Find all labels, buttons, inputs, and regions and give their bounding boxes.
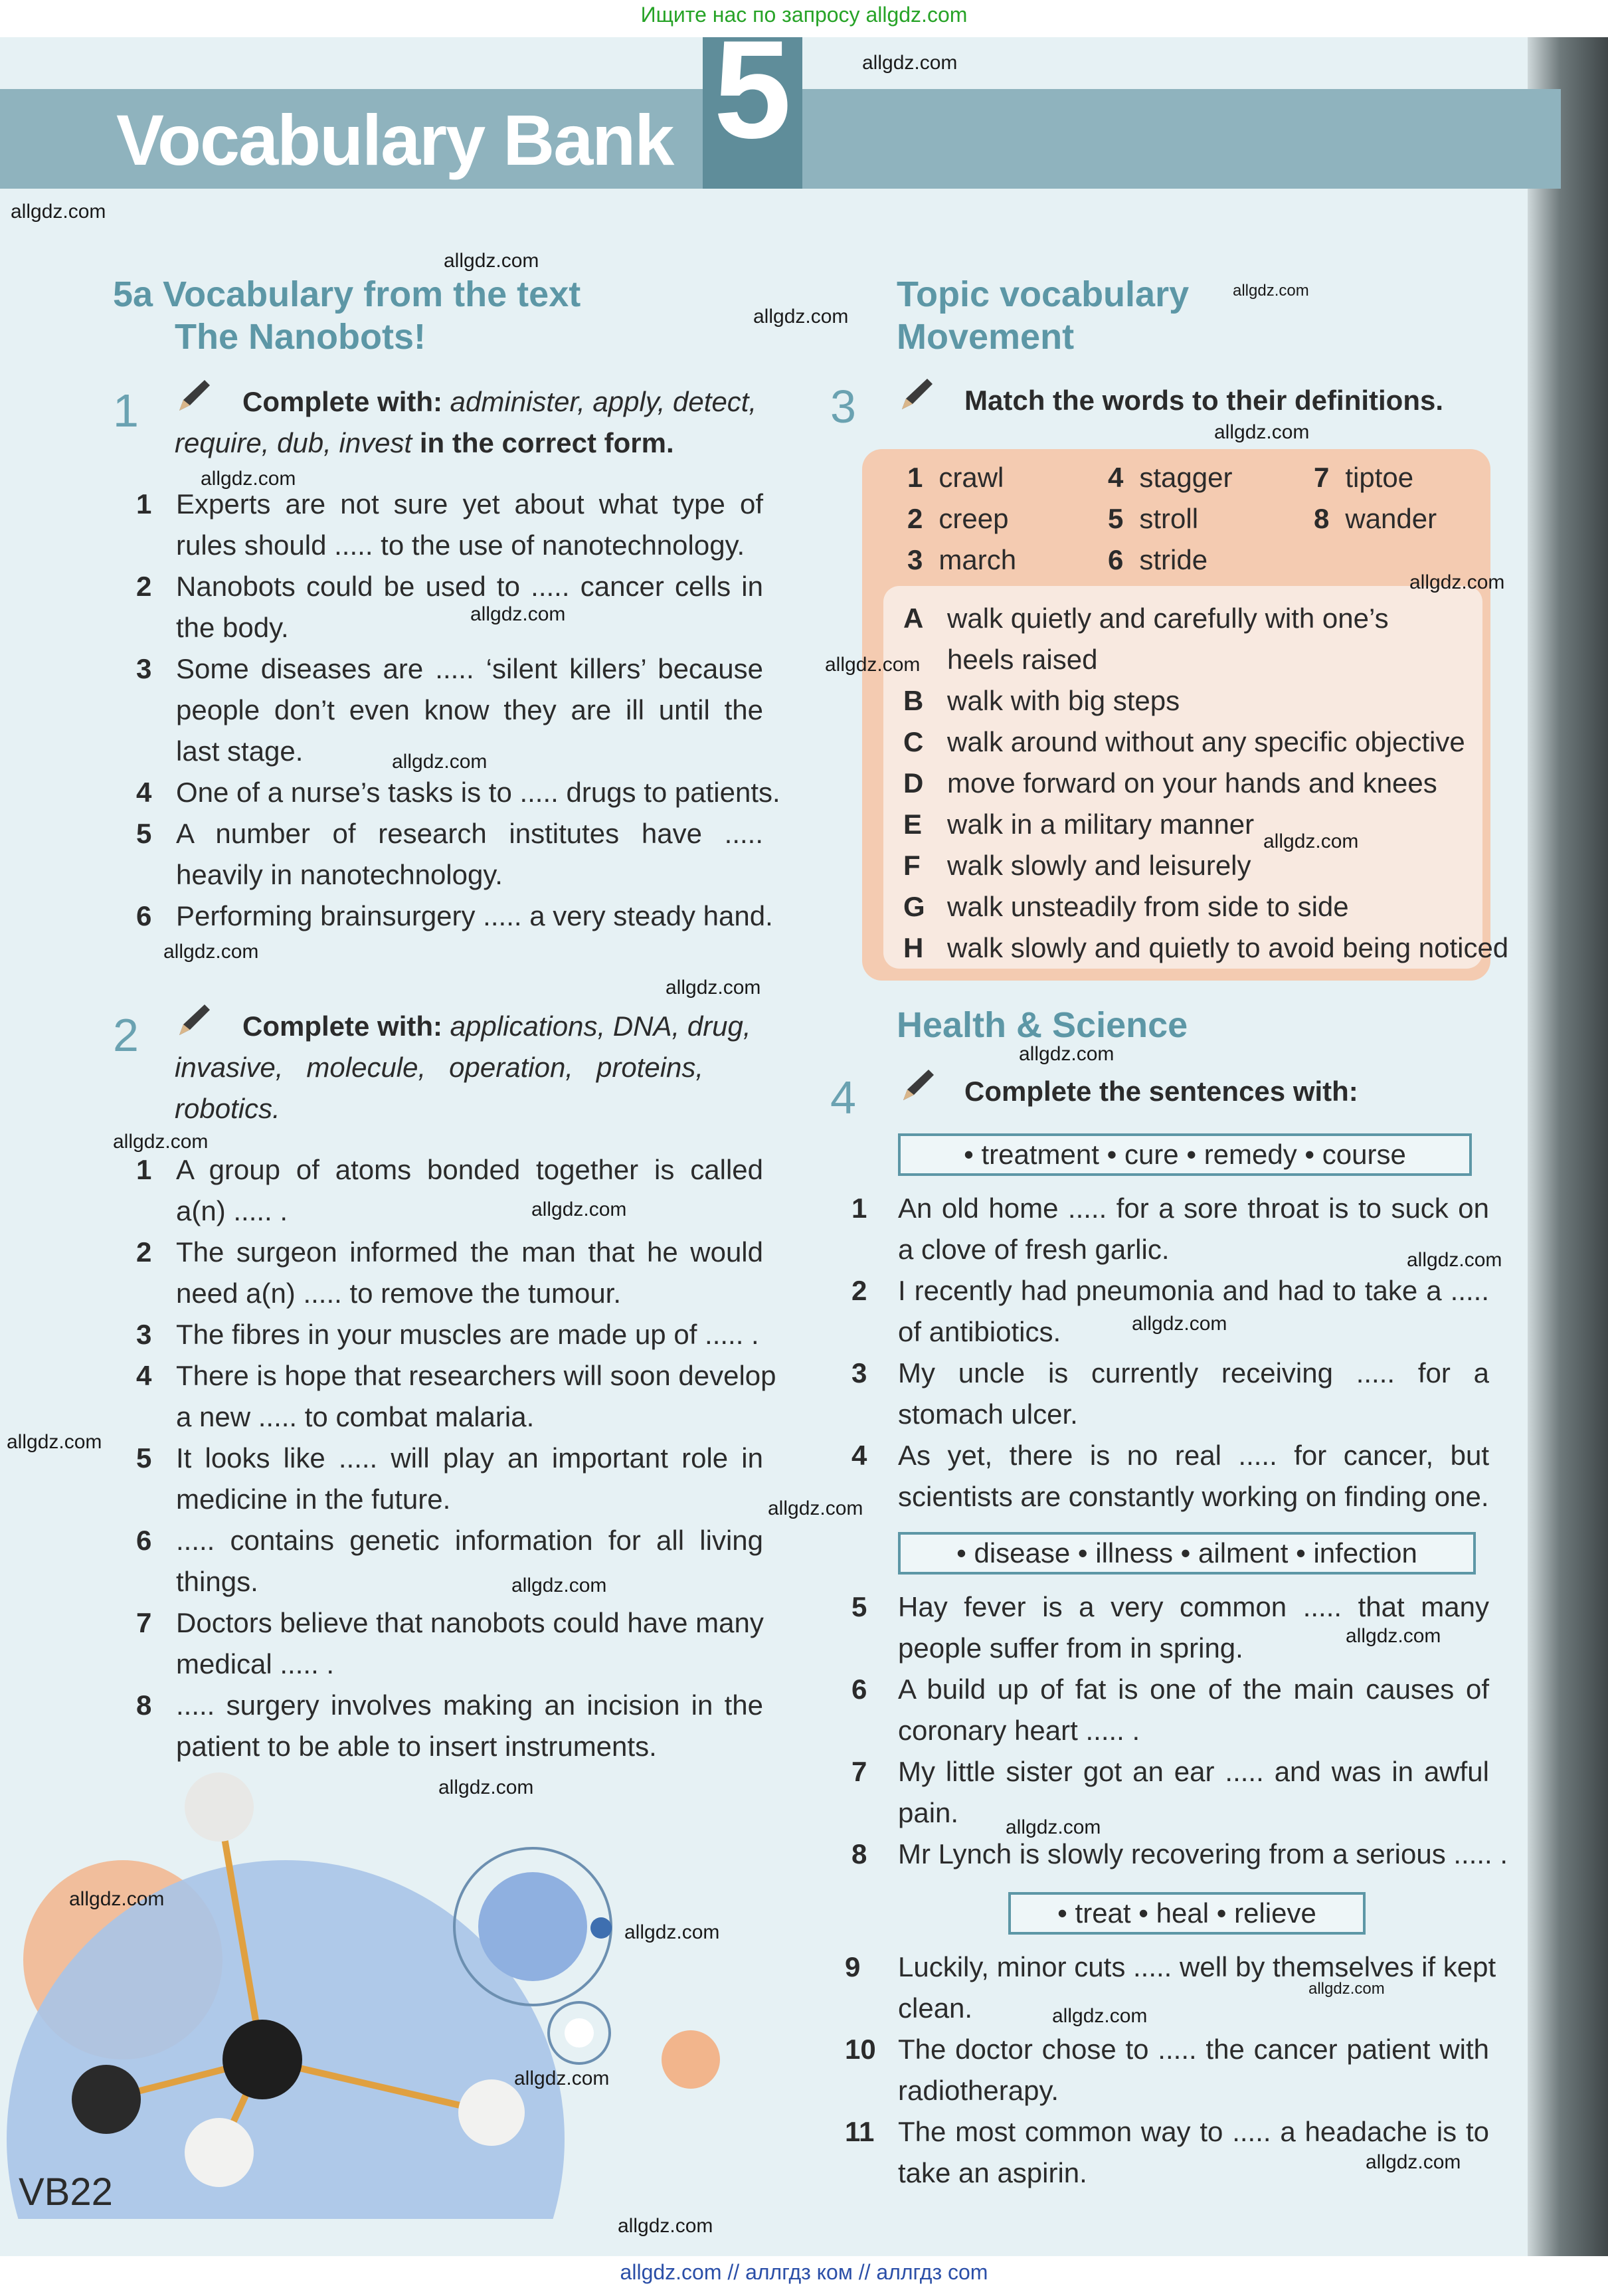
item-text-line: The most common way to ..... a headache is to (898, 2116, 1489, 2147)
watermark: allgdz.com (531, 1198, 627, 1220)
atom-ball (223, 2020, 302, 2099)
exercise-item (136, 1438, 763, 1520)
item-number: F (903, 850, 921, 881)
word-text: creep (938, 503, 1009, 534)
item-text-line: people suffer from in spring. (898, 1632, 1243, 1664)
pencil-icon (174, 1001, 214, 1040)
watermark: allgdz.com (1346, 1625, 1441, 1647)
instruction-words: applications, DNA, drug, (450, 1010, 751, 1042)
watermark: allgdz.com (753, 306, 849, 328)
item-text-line: I recently had pneumonia and had to take a ..... (898, 1275, 1489, 1306)
topic-vocabulary-title: Topic vocabulary (897, 274, 1190, 314)
item-text-line: last stage. (176, 735, 304, 767)
word-box-2: • disease • illness • ailment • infection (898, 1532, 1476, 1575)
exercise-item (136, 1232, 763, 1314)
exercise-item (851, 1353, 1489, 1435)
item-number: D (903, 767, 924, 799)
watermark: allgdz.com (768, 1497, 863, 1519)
item-number: 6 (851, 1674, 867, 1705)
item-text-line: Hay fever is a very common ..... that many (898, 1591, 1489, 1622)
item-number: 4 (136, 1360, 152, 1391)
instruction-words: robotics. (175, 1093, 280, 1124)
item-number: 5 (136, 1442, 152, 1474)
word-text: stroll (1139, 503, 1199, 534)
item-text-line: walk quietly and carefully with one’s (947, 603, 1389, 634)
movement-word (1108, 457, 1232, 498)
item-text-line: coronary heart ..... . (898, 1715, 1140, 1746)
pencil-icon (174, 376, 214, 416)
watermark: allgdz.com (825, 654, 921, 676)
movement-word (1314, 457, 1413, 498)
item-text-line: Some diseases are ..... ‘silent killers’ because (176, 653, 763, 684)
word-number: 8 (1314, 503, 1330, 534)
watermark: allgdz.com (1214, 421, 1310, 443)
item-number: 2 (136, 571, 152, 602)
watermark: allgdz.com (1052, 2005, 1148, 2027)
word-number: 1 (907, 462, 923, 493)
item-text-line: My little sister got an ear ..... and was in awful (898, 1756, 1489, 1787)
item-number: C (903, 726, 924, 757)
word-number: 2 (907, 503, 923, 534)
item-text-line: Performing brainsurgery ..... a very steady hand. (176, 900, 773, 931)
exercise-2-instruction-line3 (175, 1088, 280, 1129)
item-text-line: move forward on your hands and knees (947, 767, 1437, 799)
exercise-item (903, 598, 1488, 680)
word-number: 7 (1314, 462, 1330, 493)
watermark: allgdz.com (624, 1921, 720, 1943)
exercise-item (903, 804, 1488, 845)
watermark: allgdz.com (1233, 282, 1309, 300)
exercise-item (136, 896, 773, 937)
watermark: allgdz.com (514, 2067, 610, 2089)
item-text-line: take an aspirin. (898, 2157, 1087, 2188)
exercise-1-instruction-line1 (242, 381, 757, 423)
movement-subtitle: Movement (897, 317, 1075, 357)
watermark: allgdz.com (438, 1776, 534, 1798)
item-text-line: My uncle is currently receiving ..... for a (898, 1357, 1489, 1388)
item-text-line: Nanobots could be used to ..... cancer cells in (176, 571, 763, 602)
exercise-1-instruction-line2 (175, 423, 674, 464)
item-number: 8 (851, 1838, 867, 1869)
item-number: 4 (136, 777, 152, 808)
item-text-line: The surgeon informed the man that he would (176, 1236, 763, 1268)
watermark: allgdz.com (1409, 571, 1505, 593)
unit-number: 5 (713, 11, 792, 167)
item-number: 10 (845, 2034, 876, 2065)
instruction-words: invasive, molecule, operation, proteins, (175, 1052, 704, 1083)
movement-word (907, 539, 1016, 581)
watermark: allgdz.com (862, 52, 958, 74)
exercise-item (903, 680, 1488, 721)
watermark: allgdz.com (201, 468, 296, 490)
exercise-4-instruction: Complete the sentences with: (964, 1076, 1358, 1107)
watermark: allgdz.com (163, 941, 259, 963)
movement-word (1314, 498, 1437, 539)
exercise-2-number: 2 (113, 1009, 139, 1061)
instruction-tail: in the correct form. (419, 427, 674, 458)
item-text-line: heavily in nanotechnology. (176, 859, 503, 890)
item-text-line: a clove of fresh garlic. (898, 1234, 1170, 1265)
item-number: 5 (136, 818, 152, 849)
watermark: allgdz.com (1019, 1043, 1115, 1065)
watermark: allgdz.com (7, 1431, 102, 1453)
item-text-line: rules should ..... to the use of nanotechnology. (176, 529, 745, 561)
exercise-item (136, 484, 763, 566)
word-number: 6 (1108, 544, 1124, 575)
watermark: allgdz.com (618, 2215, 713, 2237)
molecule-illustration (0, 1741, 863, 2219)
exercise-item (851, 1270, 1489, 1353)
exercise-3-number: 3 (830, 381, 856, 432)
item-text-line: scientists are constantly working on finding one. (898, 1481, 1489, 1512)
exercise-item (136, 1520, 763, 1602)
exercise-item (903, 927, 1509, 969)
item-text-line: medicine in the future. (176, 1483, 451, 1515)
watermark: allgdz.com (1132, 1313, 1227, 1335)
word-text: stride (1139, 544, 1208, 575)
item-text-line: walk with big steps (947, 685, 1180, 716)
health-science-title: Health & Science (897, 1005, 1188, 1045)
item-number: 9 (845, 1951, 861, 1982)
word-number: 4 (1108, 462, 1124, 493)
item-text-line: walk around without any specific objective (947, 726, 1465, 757)
book-spine-shadow (1528, 37, 1608, 2256)
exercise-item (851, 1435, 1489, 1517)
instruction-words: require, dub, invest (175, 427, 412, 458)
decor-circle (662, 2030, 720, 2089)
page-title: Vocabulary Bank (116, 100, 673, 180)
item-text-line: Doctors believe that nanobots could have many (176, 1607, 764, 1638)
item-text-line: Luckily, minor cuts ..... well by themselves if kept (898, 1951, 1496, 1982)
item-text-line: need a(n) ..... to remove the tumour. (176, 1278, 622, 1309)
page-number-label: VB22 (19, 2170, 113, 2214)
atom-ball (185, 2118, 254, 2187)
item-text-line: the body. (176, 612, 289, 643)
item-text-line: As yet, there is no real ..... for cancer, but (898, 1440, 1489, 1471)
exercise-3-instruction: Match the words to their definitions. (964, 385, 1444, 416)
item-number: 2 (851, 1275, 867, 1306)
instruction-lead: Complete with: (242, 386, 442, 417)
atom-ball (72, 2065, 141, 2134)
watermark: allgdz.com (392, 751, 488, 773)
watermark: allgdz.com (69, 1888, 165, 1910)
instruction-words: administer, apply, detect, (450, 386, 757, 417)
exercise-item (136, 1149, 763, 1232)
item-number: 6 (136, 900, 152, 931)
item-text-line: Mr Lynch is slowly recovering from a serious ..... . (898, 1838, 1508, 1869)
item-text-line: It looks like ..... will play an important role in (176, 1442, 763, 1474)
item-text-line: The doctor chose to ..... the cancer patient with (898, 2034, 1489, 2065)
section-5a-title: 5a Vocabulary from the text (113, 274, 581, 314)
movement-word (907, 457, 1004, 498)
pencil-icon (898, 1066, 938, 1105)
item-text-line: patient to be able to insert instruments. (176, 1731, 657, 1762)
watermark: allgdz.com (1263, 830, 1359, 852)
section-5a-subtitle: The Nanobots! (175, 317, 426, 357)
item-text-line: An old home ..... for a sore throat is to suck on (898, 1193, 1489, 1224)
item-number: H (903, 932, 924, 963)
item-text-line: A group of atoms bonded together is called (176, 1154, 763, 1185)
item-text-line: things. (176, 1566, 258, 1597)
item-text-line: walk slowly and quietly to avoid being noticed (947, 932, 1509, 963)
exercise-item (845, 1947, 1496, 2029)
exercise-4-number: 4 (830, 1072, 856, 1123)
movement-word (1108, 498, 1198, 539)
item-text-line: The fibres in your muscles are made up of ..... . (176, 1319, 759, 1350)
exercise-item (851, 1751, 1489, 1834)
item-text-line: A build up of fat is one of the main causes of (898, 1674, 1489, 1705)
item-number: 2 (136, 1236, 152, 1268)
item-text-line: A number of research institutes have ..... (176, 818, 763, 849)
exercise-item (903, 763, 1488, 804)
word-text: crawl (938, 462, 1004, 493)
watermark: allgdz.com (11, 201, 106, 223)
movement-word (907, 498, 1008, 539)
exercise-item (851, 1834, 1508, 1875)
exercise-item (851, 1188, 1489, 1270)
item-text-line: clean. (898, 1992, 973, 2024)
word-text: tiptoe (1345, 462, 1414, 493)
word-text: march (938, 544, 1017, 575)
item-text-line: ..... surgery involves making an incision in the (176, 1689, 763, 1721)
item-text-line: medical ..... . (176, 1648, 335, 1679)
electron-dot (590, 1917, 612, 1939)
item-number: 11 (845, 2116, 875, 2147)
watermark: allgdz.com (113, 1131, 209, 1153)
exercise-item (903, 845, 1488, 886)
watermark: allgdz.com (1308, 1980, 1385, 1998)
item-number: 1 (136, 1154, 152, 1185)
item-number: G (903, 891, 925, 922)
item-text-line: stomach ulcer. (898, 1398, 1078, 1430)
watermark: allgdz.com (511, 1575, 607, 1596)
item-number: B (903, 685, 924, 716)
watermark: allgdz.com (470, 603, 566, 625)
item-number: 3 (136, 653, 152, 684)
watermark: allgdz.com (1006, 1816, 1101, 1838)
item-number: 7 (136, 1607, 152, 1638)
watermark: allgdz.com (1407, 1249, 1502, 1271)
item-number: E (903, 809, 923, 840)
item-text-line: of antibiotics. (898, 1316, 1061, 1347)
item-number: 7 (851, 1756, 867, 1787)
item-text-line: a(n) ..... . (176, 1195, 288, 1226)
nucleus-circle (565, 2018, 594, 2048)
item-text-line: walk slowly and leisurely (947, 850, 1251, 881)
item-number: 4 (851, 1440, 867, 1471)
item-text-line: people don’t even know they are ill until the (176, 694, 763, 725)
item-text-line: heels raised (947, 644, 1098, 675)
watermark: allgdz.com (666, 977, 761, 999)
bottom-watermark-banner: allgdz.com // аллгдз ком // аллгдз com (620, 2260, 988, 2284)
exercise-item (136, 772, 780, 813)
top-watermark-banner: Ищите нас по запросу allgdz.com (640, 3, 968, 27)
exercise-2-instruction-line2 (175, 1047, 703, 1088)
pencil-icon (897, 375, 937, 415)
item-number: 8 (136, 1689, 152, 1721)
item-number: 1 (136, 488, 152, 520)
word-number: 3 (907, 544, 923, 575)
word-box-1: • treatment • cure • remedy • course (898, 1133, 1472, 1176)
exercise-item (136, 1602, 763, 1685)
item-text-line: walk in a military manner (947, 809, 1255, 840)
exercise-item (903, 886, 1488, 927)
exercise-item (136, 1314, 763, 1355)
item-text-line: Experts are not sure yet about what type of (176, 488, 763, 520)
item-text-line: One of a nurse’s tasks is to ..... drugs to patients. (176, 777, 780, 808)
word-number: 5 (1108, 503, 1124, 534)
instruction-lead: Complete with: (242, 1010, 442, 1042)
item-number: 3 (136, 1319, 152, 1350)
watermark: allgdz.com (1366, 2151, 1461, 2173)
exercise-item (136, 813, 763, 896)
item-text-line: ..... contains genetic information for all living (176, 1525, 763, 1556)
exercise-item (136, 1355, 776, 1438)
item-number: 6 (136, 1525, 152, 1556)
exercise-2-instruction-line1 (242, 1006, 751, 1047)
exercise-1-number: 1 (113, 385, 139, 436)
item-number: 3 (851, 1357, 867, 1388)
exercise-item (903, 721, 1488, 763)
atom-ball (185, 1772, 254, 1842)
movement-word (1108, 539, 1207, 581)
exercise-item (136, 566, 763, 648)
item-text-line: radiotherapy. (898, 2075, 1059, 2106)
word-box-3: • treat • heal • relieve (1008, 1892, 1366, 1935)
nucleus-circle (478, 1872, 587, 1981)
item-number: A (903, 603, 924, 634)
word-text: stagger (1139, 462, 1233, 493)
item-number: 1 (851, 1193, 867, 1224)
item-text-line: walk unsteadily from side to side (947, 891, 1349, 922)
word-text: wander (1345, 503, 1437, 534)
item-text-line: There is hope that researchers will soon develop (176, 1360, 776, 1391)
item-text-line: pain. (898, 1797, 959, 1828)
item-number: 5 (851, 1591, 867, 1622)
exercise-item (845, 2029, 1489, 2111)
item-text-line: a new ..... to combat malaria. (176, 1401, 535, 1432)
watermark: allgdz.com (444, 250, 539, 272)
exercise-item (851, 1669, 1489, 1751)
